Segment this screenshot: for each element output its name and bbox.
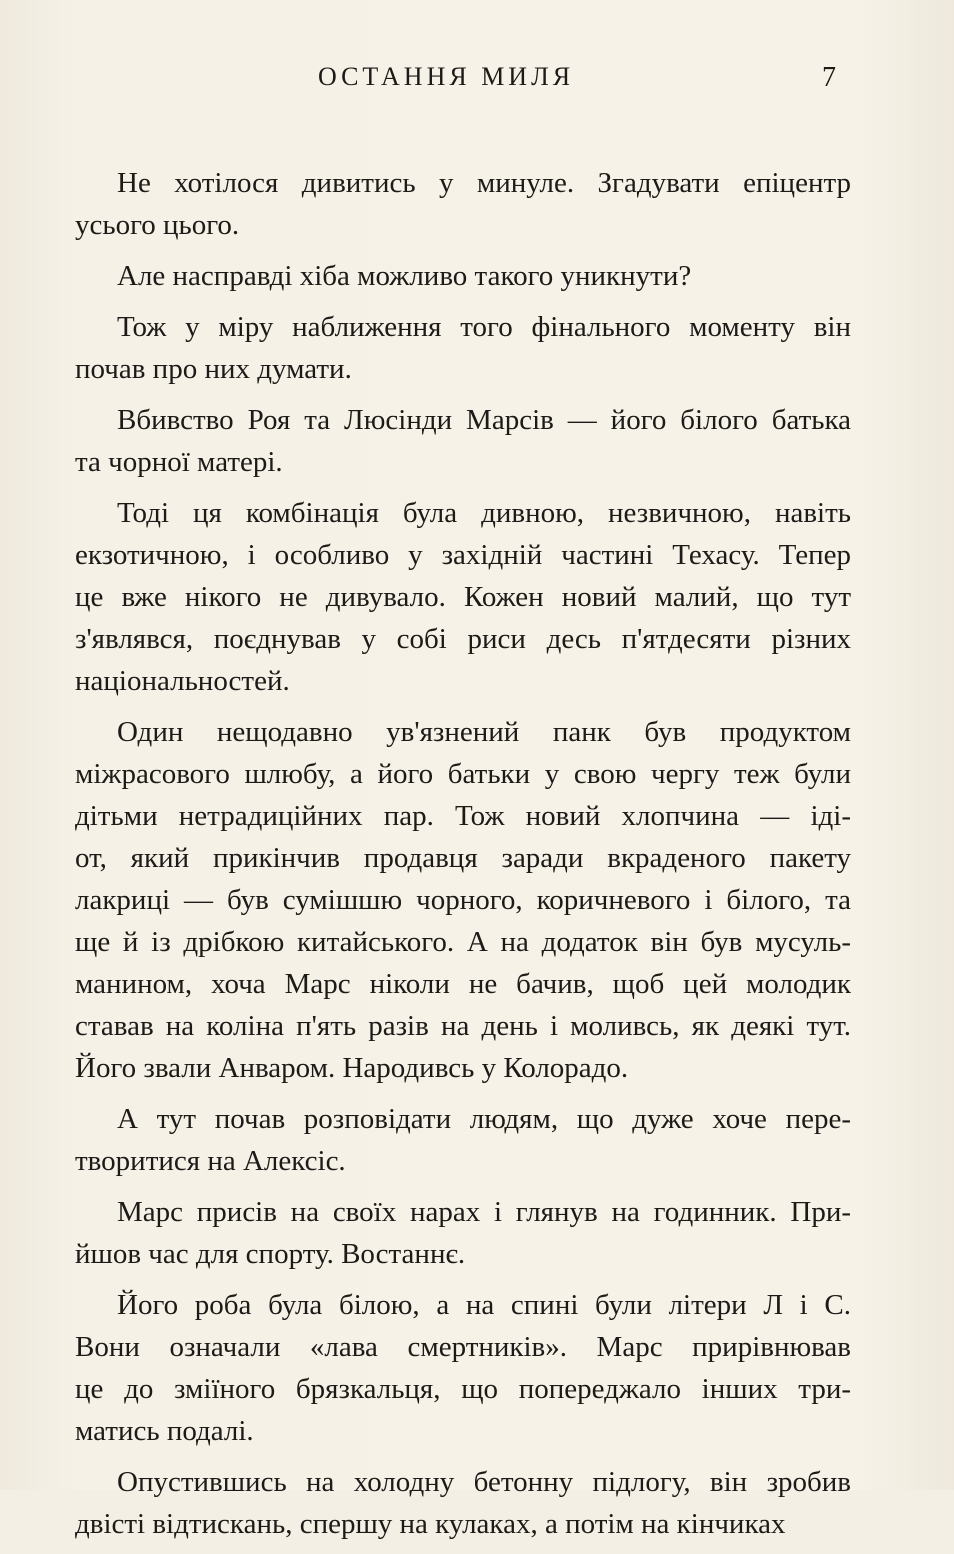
page-number: 7 xyxy=(822,62,836,93)
text-line: А тут почав розповідати людям, що дуже хоче пере- xyxy=(117,1103,851,1135)
text-line: матись подалі. xyxy=(75,1415,254,1447)
text-line: екзотичною, і особливо у західній частині Техасу. Тепер xyxy=(75,539,851,571)
body-text xyxy=(75,162,851,1554)
text-line: творитися на Алексіс. xyxy=(75,1145,346,1177)
text-line: Опустившись на холодну бетонну підлогу, він зробив xyxy=(117,1466,851,1498)
paragraph xyxy=(75,711,851,1089)
text-line: міжрасового шлюбу, а його батьки у свою чергу теж були xyxy=(75,758,851,790)
running-title: ОСТАННЯ МИЛЯ xyxy=(318,62,575,91)
text-line: Вбивство Роя та Люсінди Марсів — його білого батька xyxy=(117,404,851,436)
text-line: ставав на коліна п'ять разів на день і моливсь, як деякі тут. xyxy=(75,1010,851,1042)
paragraph xyxy=(75,162,851,246)
text-line: манином, хоча Марс ніколи не бачив, щоб цей молодик xyxy=(75,968,851,1000)
paragraph xyxy=(75,255,851,297)
text-line: Його роба була білою, а на спині були літери Л і С. xyxy=(117,1289,851,1321)
text-line: з'являвся, поєднував у собі риси десь п'ятдесяти різних xyxy=(75,623,851,655)
text-line: Марс присів на своїх нарах і глянув на годинник. При- xyxy=(117,1196,851,1228)
paragraph xyxy=(75,492,851,702)
paragraph xyxy=(75,1284,851,1452)
text-line: Тоді ця комбінація була дивною, незвичною, навіть xyxy=(117,497,851,529)
paragraph xyxy=(75,399,851,483)
text-line: йшов час для спорту. Востаннє. xyxy=(75,1238,466,1270)
text-line: Але насправді хіба можливо такого уникнути? xyxy=(117,260,692,292)
text-line: ще й із дрібкою китайського. А на додаток він був мусуль- xyxy=(75,926,851,958)
text-line: от, який прикінчив продавця заради вкраденого пакету xyxy=(75,842,851,874)
text-line: Один нещодавно ув'язнений панк був продуктом xyxy=(117,716,851,748)
text-line: Не хотілося дивитись у минуле. Згадувати епіцентр xyxy=(117,167,851,199)
text-line: це вже нікого не дивувало. Кожен новий малий, що тут xyxy=(75,581,851,613)
text-line: лакриці — був сумішшю чорного, коричневого і білого, та xyxy=(75,884,851,916)
paragraph xyxy=(75,306,851,390)
text-line: Його звали Анваром. Народивсь у Колорадо. xyxy=(75,1052,629,1084)
text-line: дітьми нетрадиційних пар. Тож новий хлопчина — іді- xyxy=(75,800,851,832)
text-line: це до зміїного брязкальця, що попереджало інших три- xyxy=(75,1373,851,1405)
text-line: та чорної матері. xyxy=(75,446,283,478)
text-line: Вони означали «лава смертників». Марс прирівнював xyxy=(75,1331,851,1363)
text-line: національностей. xyxy=(75,665,290,697)
paragraph xyxy=(75,1191,851,1275)
text-line: двісті відтискань, спершу на кулаках, а потім на кінчиках xyxy=(75,1508,786,1540)
running-header xyxy=(0,62,954,102)
paragraph xyxy=(75,1461,851,1545)
paragraph xyxy=(75,1098,851,1182)
text-line: усього цього. xyxy=(75,209,240,241)
text-line: Тож у міру наближення того фінального моменту він xyxy=(117,311,851,343)
text-line: почав про них думати. xyxy=(75,353,352,385)
